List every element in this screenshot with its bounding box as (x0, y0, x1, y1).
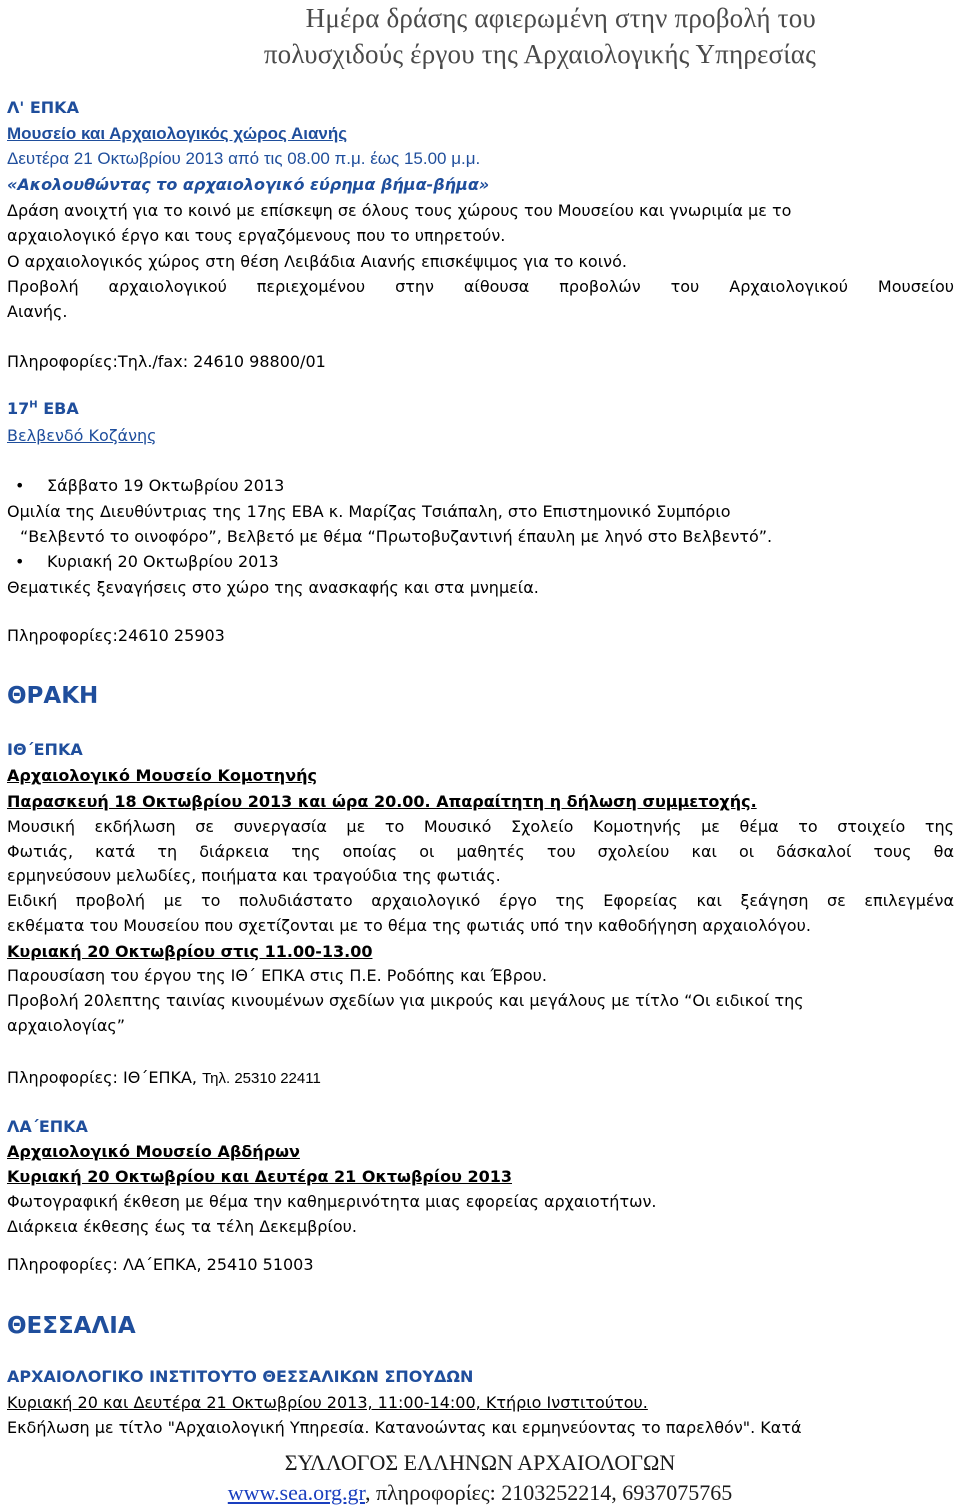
paragraph-line: αρχαιολογίας” (7, 1016, 126, 1035)
header-line-2: πολυσχιδούς έργου της Αρχαιολογικής Υπηρεσίας (263, 39, 816, 69)
museum-aiani-title: Μουσείο και Αρχαιολογικός χώρος Αιανής (7, 124, 348, 143)
museum-komotini-title: Αρχαιολογικό Μουσείο Κομοτηνής (7, 766, 317, 785)
page-header (264, 0, 816, 72)
event-date: Κυριακή 20 και Δευτέρα 21 Οκτωβρίου 2013, 11:00-14:00, Κτήριο Ινστιτούτου. (7, 1393, 648, 1412)
paragraph-line: Μουσική εκδήλωση σε συνεργασία με το Μουσικό Σχολείο Κομοτηνής με θέμα το στοιχείο της (7, 817, 954, 836)
paragraph-line: Διάρκεια έκθεσης έως τα τέλη Δεκεμβρίου. (7, 1217, 357, 1236)
section-title-la-epka: ΛΑ΄ΕΠΚΑ (7, 1117, 88, 1136)
paragraph-line: Φωτογραφική έκθεση με θέμα την καθημερινότητα μιας εφορείας αρχαιοτήτων. (7, 1192, 657, 1211)
paragraph-line: εκθέματα του Μουσείου που σχετίζονται με το θέμα της φωτιάς υπό την καθοδήγηση αρχαιολόγου. (7, 916, 811, 935)
bullet-item: • Σάββατο 19 Οκτωβρίου 2013 (15, 476, 285, 495)
paragraph-line: Προβολή αρχαιολογικού περιεχομένου στην αίθουσα προβολών του Αρχαιολογικού Μουσείου (7, 277, 954, 296)
contact-info: Πληροφορίες:24610 25903 (7, 626, 225, 645)
museum-avdira-title: Αρχαιολογικό Μουσείο Αβδήρων (7, 1142, 300, 1161)
header-line-1: Ημέρα δράσης αφιερωμένη στην προβολή του (305, 3, 816, 33)
paragraph-line: Θεματικές ξεναγήσεις στο χώρο της ανασκαφής και στα μνημεία. (7, 578, 539, 597)
event-date: Δευτέρα 21 Οκτωβρίου 2013 από τις 08.00 π.μ. έως 15.00 μ.μ. (7, 149, 481, 168)
paragraph-line: Ο αρχαιολογικός χώρος στη θέση Λειβάδια Αιανής επισκέψιμος για το κοινό. (7, 252, 627, 271)
region-heading-thessalia: ΘΕΣΣΑΛΙΑ (7, 1313, 136, 1339)
region-heading-thraki: ΘΡΑΚΗ (7, 683, 99, 709)
paragraph-line: “Βελβεντό το οινοφόρο”, Βελβετό με θέμα “Πρωτοβυζαντινή έπαυλη με ληνό στο Βελβεντό”. (20, 527, 773, 546)
bullet-item: • Κυριακή 20 Οκτωβρίου 2013 (15, 552, 279, 571)
paragraph-line: αρχαιολογικό έργο και τους εργαζόμενους που το υπηρετούν. (7, 226, 506, 245)
place-velvendo: Βελβενδό Κοζάνης (7, 426, 157, 445)
footer-contact: www.sea.org.gr, πληροφορίες: 2103252214, 6937075765 (227, 1480, 733, 1505)
footer-org: ΣΥΛΛΟΓΟΣ ΕΛΛΗΝΩΝ ΑΡΧΑΙΟΛΟΓΩΝ (284, 1450, 676, 1475)
contact-info: Πληροφορίες:Τηλ./fax: 24610 98800/01 (7, 352, 326, 371)
paragraph-line: ερμηνεύσουν μελωδίες, ποιήματα και τραγούδια της φωτιάς. (7, 866, 501, 885)
institute-title: ΑΡΧΑΙΟΛΟΓΙΚΟ ΙΝΣΤΙΤΟΥΤΟ ΘΕΣΣΑΛΙΚΩΝ ΣΠΟΥΔΩΝ (7, 1367, 474, 1386)
contact-info: Πληροφορίες: ΛΑ΄ΕΠΚΑ, 25410 51003 (7, 1255, 314, 1274)
section-title-17-eba: $17^H$ ΕΒΑ (7, 399, 79, 418)
section-title-l-epka: Λ' ΕΠΚΑ (7, 98, 79, 117)
bullet-icon: • (15, 552, 25, 571)
event-date: Κυριακή 20 Οκτωβρίου στις 11.00-13.00 (7, 942, 373, 961)
event-date: Κυριακή 20 Οκτωβρίου και Δευτέρα 21 Οκτωβρίου 2013 (7, 1167, 512, 1186)
event-title: «Ακολουθώντας το αρχαιολογικό εύρημα βήμα-βήμα» (7, 175, 490, 194)
event-date: Παρασκευή 18 Οκτωβρίου 2013 και ώρα 20.00. Απαραίτητη η δήλωση συμμετοχής. (7, 792, 757, 811)
bullet-icon: • (15, 476, 25, 495)
paragraph-line: Ειδική προβολή με το πολυδιάστατο αρχαιολογικό έργο της Εφορείας και ξεάγηση σε επιλεγμένα (7, 891, 954, 910)
contact-info: Πληροφορίες: ΙΘ΄ΕΠΚΑ, Τηλ. 25310 22411 (7, 1068, 321, 1087)
website-link[interactable]: www.sea.org.gr (227, 1480, 365, 1505)
paragraph-line: Φωτιάς, κατά τη διάρκεια της οποίας οι μαθητές του σχολείου και οι δάσκαλοί τους θα (7, 842, 954, 861)
paragraph-line: Εκδήλωση με τίτλο "Αρχαιολογική Υπηρεσία. Κατανοώντας και ερμηνεύοντας το παρελθόν". Κατά (7, 1418, 802, 1437)
paragraph-line: Προβολή 20λεπτης ταινίας κινουμένων σχεδίων για μικρούς και μεγάλους με τίτλο “Οι ειδικοί της (7, 991, 804, 1010)
paragraph-line: Αιανής. (7, 302, 68, 321)
paragraph-line: Δράση ανοιχτή για το κοινό με επίσκεψη σε όλους τους χώρους του Μουσείου και γνωριμία με το (7, 201, 792, 220)
section-title-ith-epka: ΙΘ΄ΕΠΚΑ (7, 740, 83, 759)
paragraph-line: Ομιλία της Διευθύντριας της 17ης ΕΒΑ κ. Μαρίζας Τσιάπαλη, στο Επιστημονικό Συμπόριο (7, 502, 731, 521)
paragraph-line: Παρουσίαση του έργου της ΙΘ΄ ΕΠΚΑ στις Π.Ε. Ροδόπης και Έβρου. (7, 966, 547, 985)
